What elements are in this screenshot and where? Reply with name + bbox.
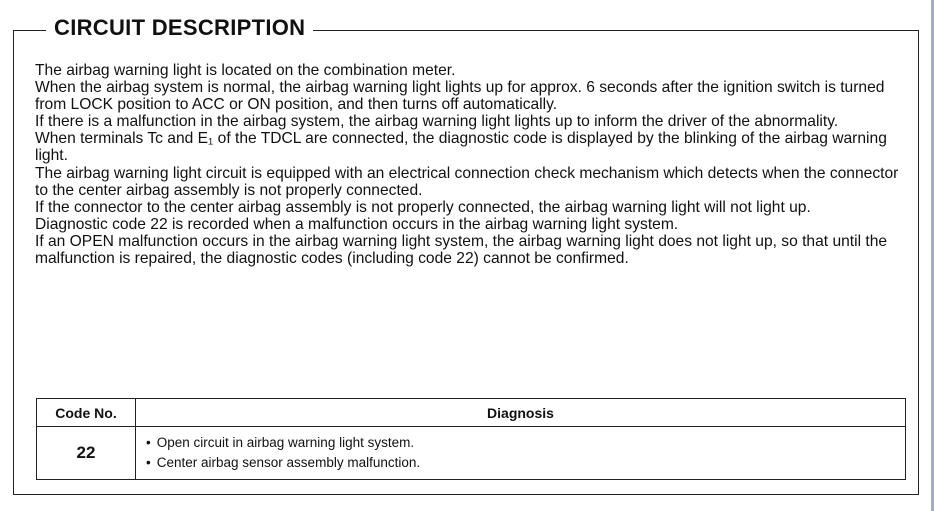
diagnosis-header: Diagnosis xyxy=(136,399,906,427)
paragraph: If the connector to the center airbag assembly is not properly connected, the airbag warning light will not light up. xyxy=(35,198,811,216)
paragraph: If there is a malfunction in the airbag system, the airbag warning light lights up to inform the driver of the abnormality. xyxy=(35,113,839,131)
code-header: Code No. xyxy=(37,399,136,427)
diagnosis-table xyxy=(36,398,906,480)
paragraph: The airbag warning light is located on the combination meter. xyxy=(35,62,456,79)
table-header-row xyxy=(37,399,906,427)
diagnosis-item: • Center airbag sensor assembly malfunction. xyxy=(146,453,895,473)
paragraph: The airbag warning light circuit is equipped with an electrical connection check mechanism which detects when the connector to the center airbag assembly is not properly connected. xyxy=(35,164,899,199)
paragraph: When the airbag system is normal, the airbag warning light lights up for approx. 6 seconds after the ignition switch is turned from LOCK position to ACC or ON position, and then turns off automatically. xyxy=(35,79,885,114)
description-text xyxy=(35,62,905,267)
section-heading: CIRCUIT DESCRIPTION xyxy=(46,14,313,42)
diagnosis-cell xyxy=(136,427,906,480)
diagnosis-list xyxy=(146,433,895,473)
paragraph: If an OPEN malfunction occurs in the airbag warning light system, the airbag warning light does not light up, so that until the malfunction is repaired, the diagnostic codes (including code 22) cannot be confirmed. xyxy=(35,232,888,268)
table-row xyxy=(37,427,906,480)
paragraph: When terminals Tc and E₁ of the TDCL are connected, the diagnostic code is displayed by the blinking of the airbag warning light. xyxy=(35,130,887,165)
diagnosis-item: • Open circuit in airbag warning light system. xyxy=(146,433,895,453)
code-cell: 22 xyxy=(37,427,136,480)
paragraph: Diagnostic code 22 is recorded when a malfunction occurs in the airbag warning light system. xyxy=(35,215,679,233)
